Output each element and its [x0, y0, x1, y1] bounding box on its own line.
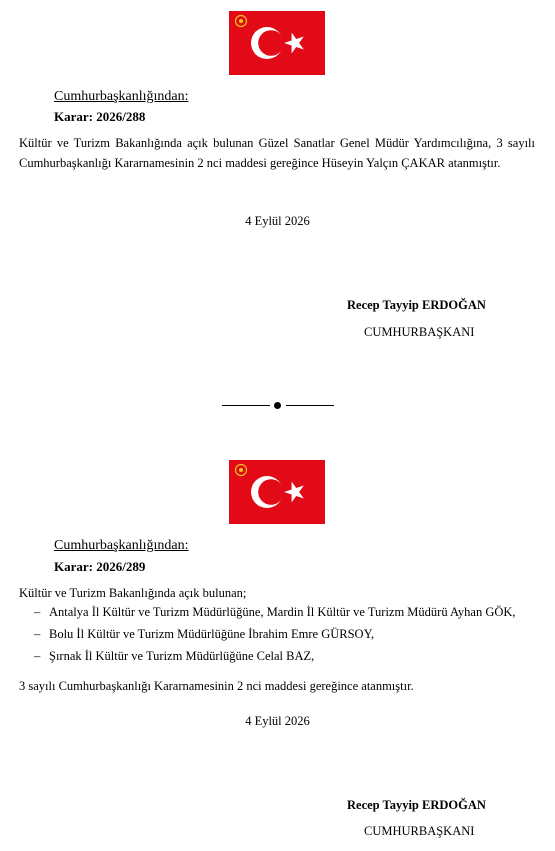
list-dash: – — [34, 605, 41, 619]
decision-heading: Cumhurbaşkanlığından: — [54, 89, 189, 104]
separator-line-left — [222, 405, 270, 406]
signer-name: Recep Tayyip ERDOĞAN — [347, 798, 486, 812]
decision-number: Karar: 2026/288 — [54, 109, 146, 124]
turkish-flag — [229, 460, 325, 524]
list-item — [34, 625, 534, 643]
flag-crescent-star-icon — [229, 460, 325, 524]
decision-date: 4 Eylül 2026 — [245, 714, 310, 728]
appointment-list — [34, 603, 534, 665]
signer-title: CUMHURBAŞKANI — [364, 325, 475, 339]
list-item-text: Şırnak İl Kültür ve Turizm Müdürlüğüne Celal BAZ, — [49, 649, 315, 663]
signer-name: Recep Tayyip ERDOĞAN — [347, 298, 486, 312]
decision-number: Karar: 2026/289 — [54, 559, 146, 574]
flag-crescent-star-icon — [229, 11, 325, 75]
signer-title: CUMHURBAŞKANI — [364, 824, 475, 838]
list-item-text: Bolu İl Kültür ve Turizm Müdürlüğüne İbrahim Emre GÜRSOY, — [49, 627, 375, 641]
list-dash: – — [34, 627, 41, 641]
list-item — [34, 647, 534, 665]
decision-closing: 3 sayılı Cumhurbaşkanlığı Kararnamesinin 2 nci maddesi gereğince atanmıştır. — [19, 679, 414, 693]
turkish-flag — [229, 11, 325, 75]
decision-body: Kültür ve Turizm Bakanlığında açık bulunan Güzel Sanatlar Genel Müdür Yardımcılığına, 3 sayılı Cumhurbaşkanlığı Kararnamesinin 2 nci maddesi gereğince Hüseyin Yalçın ÇAKAR atanmıştır. — [19, 136, 535, 170]
decision-intro: Kültür ve Turizm Bakanlığında açık bulunan; — [19, 586, 247, 600]
decision-heading: Cumhurbaşkanlığından: — [54, 538, 189, 553]
section-separator — [222, 398, 334, 412]
separator-dot — [274, 402, 281, 409]
separator-line-right — [286, 405, 334, 406]
list-item-text: Antalya İl Kültür ve Turizm Müdürlüğüne, Mardin İl Kültür ve Turizm Müdürü Ayhan GÖK, — [49, 605, 516, 619]
decision-date: 4 Eylül 2026 — [245, 214, 310, 228]
list-dash: – — [34, 649, 41, 663]
list-item — [34, 603, 534, 621]
